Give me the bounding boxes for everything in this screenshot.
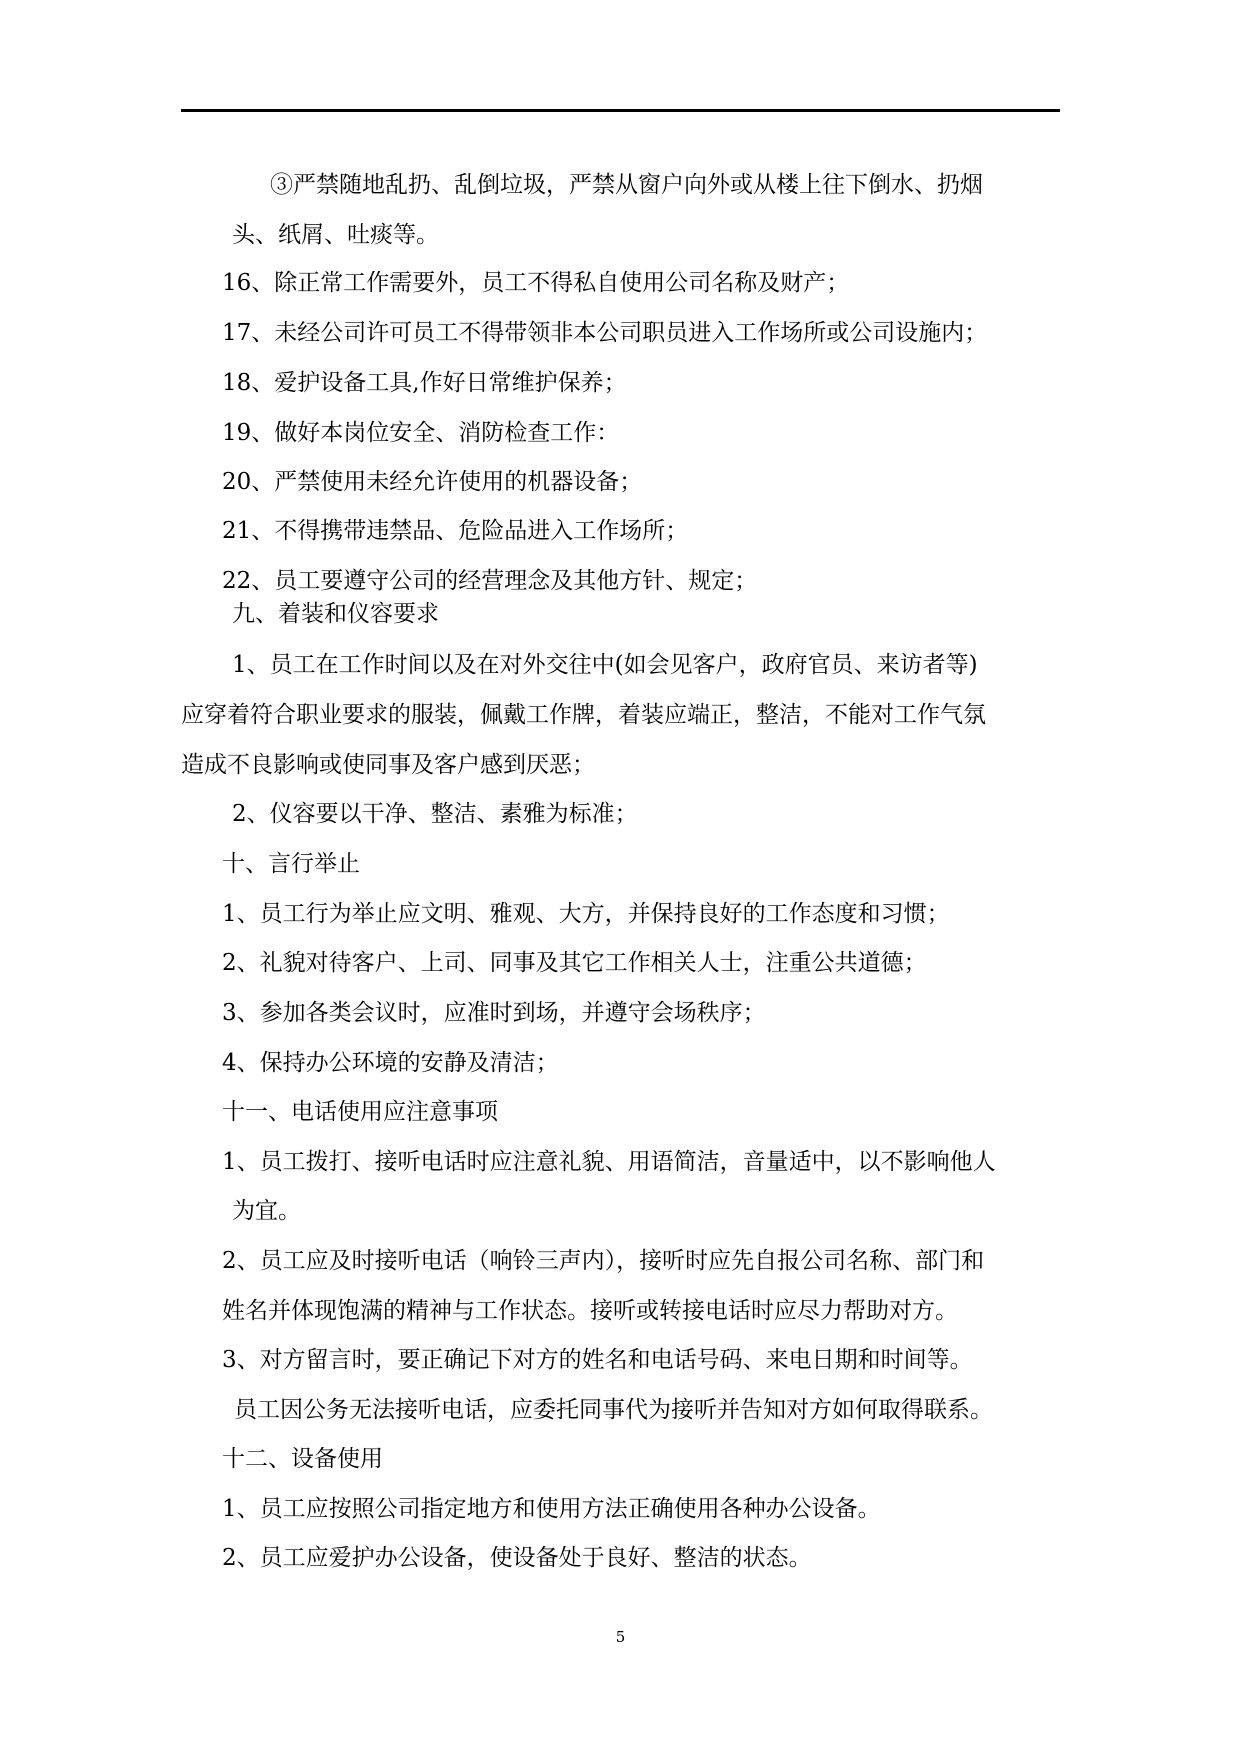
page-number: 5 <box>615 1628 626 1646</box>
text-line: 3、对方留言时，要正确记下对方的姓名和电话号码、来电日期和时间等。 <box>222 1347 973 1373</box>
text-line: 16、除正常工作需要外，员工不得私自使用公司名称及财产； <box>222 270 850 296</box>
text-line: 头、纸屑、吐痰等。 <box>232 222 439 248</box>
text-line: 3、参加各类会议时，应准时到场，并遵守会场秩序； <box>222 1000 766 1026</box>
text-line: 员工因公务无法接听电话，应委托同事代为接听并告知对方如何取得联系。 <box>234 1397 993 1423</box>
text-line: 为宜。 <box>232 1198 301 1224</box>
text-line: 19、做好本岗位安全、消防检查工作： <box>222 420 620 446</box>
section-heading: 十、言行举止 <box>222 851 360 877</box>
text-line: 2、礼貌对待客户、上司、同事及其它工作相关人士，注重公共道德； <box>222 950 927 976</box>
text-line: 造成不良影响或使同事及客户感到厌恶； <box>181 752 595 778</box>
text-line: 18、爱护设备工具,作好日常维护保养； <box>222 370 627 396</box>
text-line: 17、未经公司许可员工不得带领非本公司职员进入工作场所或公司设施内； <box>222 320 988 346</box>
text-line: 1、员工行为举止应文明、雅观、大方，并保持良好的工作态度和习惯； <box>222 901 950 927</box>
text-line: 1、员工在工作时间以及在对外交往中(如会见客户，政府官员、来访者等) <box>232 652 978 678</box>
text-line: 20、严禁使用未经允许使用的机器设备； <box>222 469 643 495</box>
text-line: ③严禁随地乱扔、乱倒垃圾，严禁从窗户向外或从楼上往下倒水、扔烟 <box>270 172 983 198</box>
text-line: 1、员工拨打、接听电话时应注意礼貌、用语简洁，音量适中，以不影响他人 <box>222 1149 996 1175</box>
section-heading: 九、着装和仪容要求 <box>232 601 439 627</box>
text-line: 1、员工应按照公司指定地方和使用方法正确使用各种办公设备。 <box>222 1496 881 1522</box>
header-rule <box>181 109 1060 112</box>
text-line: 21、不得携带违禁品、危险品进入工作场所； <box>222 518 689 544</box>
text-line: 22、员工要遵守公司的经营理念及其他方针、规定； <box>222 568 758 594</box>
text-line: 姓名并体现饱满的精神与工作状态。接听或转接电话时应尽力帮助对方。 <box>222 1298 958 1324</box>
text-line: 4、保持办公环境的安静及清洁； <box>222 1050 559 1076</box>
text-line: 2、员工应及时接听电话（响铃三声内），接听时应先自报公司名称、部门和 <box>222 1248 985 1274</box>
text-line: 应穿着符合职业要求的服装，佩戴工作牌，着装应端正，整洁，不能对工作气氛 <box>181 702 986 728</box>
text-line: 2、仪容要以干净、整洁、素雅为标准； <box>232 801 638 827</box>
section-heading: 十一、电话使用应注意事项 <box>222 1099 498 1125</box>
text-line: 2、员工应爱护办公设备，使设备处于良好、整洁的状态。 <box>222 1545 812 1571</box>
section-heading: 十二、设备使用 <box>222 1446 383 1472</box>
